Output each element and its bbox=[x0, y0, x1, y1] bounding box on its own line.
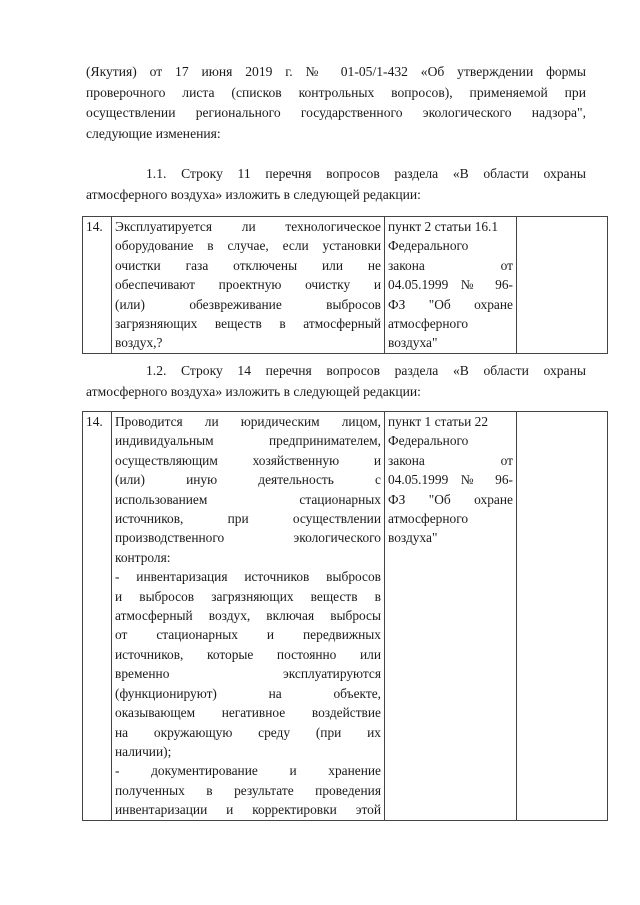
reference-line: воздуха" bbox=[388, 530, 438, 546]
question-line: полученных в результате проведения bbox=[115, 782, 381, 798]
intro-line: следующие изменения: bbox=[86, 125, 221, 141]
reference-line: 04.05.1999 № 96- bbox=[388, 472, 513, 488]
question-line: источников, при осуществлении bbox=[115, 511, 381, 527]
question-cell bbox=[112, 217, 385, 354]
item-line: 1.2. Строку 14 перечня вопросов раздела «В области охраны bbox=[146, 363, 586, 378]
question-line: производственного экологического bbox=[115, 530, 381, 546]
reference-line: ФЗ "Об охране bbox=[388, 491, 513, 507]
reference-line: Федерального bbox=[388, 238, 469, 254]
replacement-table-row-14 bbox=[82, 411, 608, 821]
question-line: загрязняющих веществ в атмосферный bbox=[115, 316, 381, 332]
question-line: и выбросов загрязняющих веществ в bbox=[115, 588, 381, 604]
question-cell bbox=[112, 412, 385, 821]
reference-line: пункт 1 статьи 22 bbox=[388, 414, 489, 429]
question-line: от стационарных и передвижных bbox=[115, 627, 381, 643]
question-line: на окружающую среду (при их bbox=[115, 724, 381, 740]
table-row bbox=[83, 217, 608, 354]
intro-line: (Якутия) от 17 июня 2019 г. № 01-05/1-432 «Об утверждении формы bbox=[86, 64, 586, 79]
question-line: Эксплуатируется ли технологическое bbox=[115, 219, 381, 234]
question-line: наличии); bbox=[115, 743, 172, 759]
reference-line: ФЗ "Об охране bbox=[388, 296, 513, 312]
intro-paragraph bbox=[86, 62, 586, 144]
question-line: очистки газа отключены или не bbox=[115, 257, 381, 273]
empty-cell bbox=[517, 412, 608, 821]
question-line: оборудование в случае, если установки bbox=[115, 238, 381, 254]
reference-line: воздуха" bbox=[388, 335, 438, 351]
question-line: источников, которые постоянно или bbox=[115, 646, 381, 662]
item-line: 1.1. Строку 11 перечня вопросов раздела «В области охраны bbox=[146, 166, 586, 181]
question-line: - инвентаризация источников выбросов bbox=[115, 569, 381, 585]
question-line: (или) обезвреживание выбросов bbox=[115, 296, 381, 312]
question-line: осуществляющим хозяйственную и bbox=[115, 452, 381, 468]
question-line: индивидуальным предпринимателем, bbox=[115, 433, 381, 449]
question-line: (функционируют) на объекте, bbox=[115, 685, 381, 701]
legal-reference-cell bbox=[385, 412, 517, 821]
reference-line: атмосферного bbox=[388, 316, 469, 332]
question-line: контроля: bbox=[115, 549, 171, 565]
intro-line: осуществлении регионального государственного экологического надзора", bbox=[86, 105, 586, 120]
question-line: инвентаризации и корректировки этой bbox=[115, 802, 381, 818]
table-row bbox=[83, 412, 608, 821]
question-line: Проводится ли юридическим лицом, bbox=[115, 414, 381, 429]
intro-line: проверочного листа (списков контрольных вопросов), применяемой при bbox=[86, 84, 586, 100]
reference-line: пункт 2 статьи 16.1 bbox=[388, 219, 499, 234]
question-line: - документирование и хранение bbox=[115, 763, 381, 779]
legal-reference-cell bbox=[385, 217, 517, 354]
question-line: оказывающем негативное воздействие bbox=[115, 705, 381, 721]
replacement-table-row-11 bbox=[82, 216, 608, 354]
item-line: атмосферного воздуха» изложить в следующей редакции: bbox=[86, 186, 421, 202]
question-line: временно эксплуатируются bbox=[115, 666, 381, 682]
reference-line: Федерального bbox=[388, 433, 469, 449]
reference-line: 04.05.1999 № 96- bbox=[388, 277, 513, 293]
row-number: 14. bbox=[83, 217, 112, 354]
item-1-1-paragraph bbox=[86, 164, 586, 205]
question-line: обеспечивают проектную очистку и bbox=[115, 277, 381, 293]
question-line: (или) иную деятельность с bbox=[115, 472, 381, 488]
row-number: 14. bbox=[83, 412, 112, 821]
question-line: использованием стационарных bbox=[115, 491, 381, 507]
item-1-2-paragraph bbox=[86, 361, 586, 402]
question-line: воздух,? bbox=[115, 335, 163, 351]
empty-cell bbox=[517, 217, 608, 354]
reference-line: закона от bbox=[388, 257, 513, 273]
item-line: атмосферного воздуха» изложить в следующей редакции: bbox=[86, 383, 421, 399]
reference-line: закона от bbox=[388, 452, 513, 468]
question-line: атмосферный воздух, включая выбросы bbox=[115, 608, 381, 624]
reference-line: атмосферного bbox=[388, 511, 469, 527]
